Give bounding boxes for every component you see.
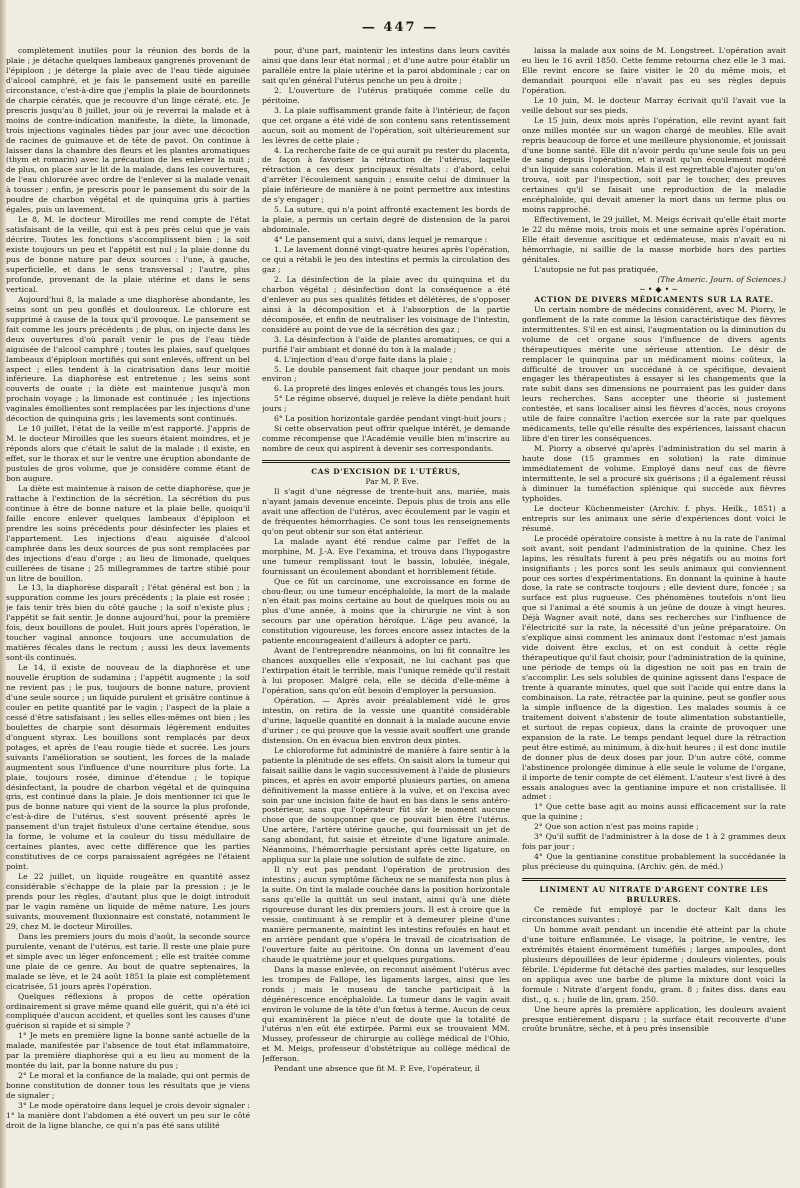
section-heading-liniment: LINIMENT AU NITRATE D'ARGENT CONTRE LES BRULURES. bbox=[539, 885, 769, 905]
col3-top-paragraphs bbox=[522, 46, 786, 275]
paragraph: 2° Le moral et la confiance de la malade, qui ont permis de bonne constitution de donner tous les résultats que je viens de signaler ; bbox=[6, 1071, 250, 1101]
section-rule-2 bbox=[522, 878, 786, 881]
paragraph: 4. La recherche faite de ce qui aurait pu rester du placenta, de façon à favoriser la rétraction de l'utérus, laquelle rétraction a ces deux principaux résultats : d'abord, celui d'arrêter l'écoulement sanguin ; ensuite celui de diminuer la plaie inférieure de manière à ne point permettre aux intestins de s'y engager ; bbox=[262, 145, 510, 205]
paragraph: 5° Le régime observé, duquel je relève la diète pendant huit jours ; bbox=[262, 394, 510, 414]
paragraph: Le chloroforme fut administré de manière à faire sentir à la patiente la plénitude de ses effets. On saisit alors la tumeur qui faisait saillie dans le vagin successivement à l'aide de plusieurs pinces, et après en avoir emporté plusieurs parties, on amena définitivement la masse entière à la vulve, et on l'excisa avec soin par une incision faite de haut en bas dans le sens antéro-postérieur, sans que l'opérateur fût sûr le moment aucune chose que de soupçonner que ce pouvait bien être l'utérus. Une artère, l'artère utérine gauche, qui fournissait un jet de sang abondant, fut saisie et étreinte d'une ligature animale. Néanmoins, l'hémorrhagie persistant après cette ligature, on appliqua sur la plaie une solution de sulfate de zinc. bbox=[262, 745, 510, 865]
source-citation: (The Americ. Journ. of Sciences.) bbox=[657, 274, 786, 284]
paragraph: Avant de l'entreprendre néanmoins, on lui fit connaître les chances auxquelles elle s'exposait, ne lui cachant pas que l'extirpation était le terrible, mais l'unique remède qu'il restait à lui proposer. Malgré cela, elle se décida d'elle-même à l'opération, sans qu'on eût besoin d'employer la persuasion. bbox=[262, 646, 510, 696]
paragraph: Le 22 juillet, un liquide rougeâtre en quantité assez considérable s'échappe de la plaie par la pression ; je le prends pour les règles, d'autant plus que le doigt introduit par le vagin ramène un liquide de même nature. Les jours suivants, mouvement fluxionnaire est constaté, notamment le 29, chez M. le docteur Miroilles. bbox=[6, 872, 250, 931]
paragraph: Le 8, M. le docteur Miroilles me rend compte de l'état satisfaisant de la veille, qui est à peu près celui que je vais décrire. Toutes les fonctions s'accomplissent bien ; la soif existe toujours un peu et l'appétit est nul ; la plaie donne du pus de bonne nature par deux sources : l'une, à gauche, superficielle, et dans le sens transversal ; l'autre, plus profonde, provenant de la plaie utérine et dans le sens vertical. bbox=[6, 215, 250, 294]
paragraph: 4. L'injection d'eau d'orge faite dans la plaie ; bbox=[274, 354, 453, 364]
paragraph: L'autopsie ne fut pas pratiquée, bbox=[534, 264, 659, 274]
col2-top-paragraphs bbox=[262, 46, 510, 454]
paragraph: 6. La propreté des linges enlevés et changés tous les jours. bbox=[274, 384, 505, 394]
col2-body-paragraphs bbox=[262, 487, 510, 1074]
section-heading-excision: CAS D'EXCISION DE L'UTÉRUS, bbox=[311, 467, 461, 477]
paragraph: Dans les premiers jours du mois d'août, la seconde source purulente, venant de l'utérus, est tarie. Il reste une plaie pure et simple avec un léger enfoncement ; elle est traitée comme une plaie de ce genre. Au bout de quatre septenaires, la malade se lève, et le 24 août 1851 la plaie est complètement cicatrisée, 51 jours après l'opération. bbox=[6, 931, 250, 991]
column-middle bbox=[262, 46, 510, 1176]
paragraph: Que ce fût un carcinome, une excroissance en forme de chou-fleur, ou une tumeur encéphaloïde, la mort de la malade n'en était pas moins certaine au bout de quelques mois ou au plus d'une année, à moins que la chirurgie ne vînt à son secours par une opération héroïque. L'âge peu avancé, la constitution vigoureuse, les forces encore assez intactes de la patiente encourageaient d'ailleurs à adopter ce parti. bbox=[262, 576, 510, 646]
paragraph: 1° Que cette base agit au moins aussi efficacement sur la rate que la quinine ; bbox=[522, 802, 786, 822]
paragraph: Le docteur Küchenmeister (Archiv. f. phys. Heilk., 1851) a entrepris sur les animaux une série d'expériences dont voici le résumé. bbox=[522, 503, 786, 533]
column-left bbox=[6, 46, 250, 1176]
paragraph: Le 14, il existe de nouveau de la diaphorèse et une nouvelle éruption de sudamina ; l'appétit augmente ; la soif ne revient pas ; le pus, toujours de bonne nature, provient d'une seule source ; un liquide purulent et grisâtre continue à couler en petite quantité par le vagin ; l'aspect de la plaie a cessé d'être satisfaisant ; les selles elles-mêmes ont bien ; les boulettes de charpie sont désormais légèrement enduites d'onguent styrax. Les bouillons sont remplacés par deux potages, et après de l'eau rougie tiède et sucrée. Les jours suivants l'amélioration se soutient, les forces de la malade augmentent sous l'influence d'une nourriture plus forte. La plaie, toujours rosée, diminue d'étendue ; le topique désinfectant, la poudre de charbon végétal et de quinquina gris, est continué dans la plaie. Je dois mentionner ici que le pus de bonne nature qui vient de la source la plus profonde, c'est-à-dire de l'utérus, s'est souvent présenté après le pansement d'un trajet fistuleux d'une certaine étendue, sous la forme, le volume et la couleur du tissu médullaire de certaines plantes, avec cette différence que les parties constitutives de ce corps paraissaient agrégées ne l'étaient point. bbox=[6, 663, 250, 872]
article-byline: Par M. P. Eve. bbox=[365, 477, 419, 487]
paragraph: 4° Que la gentianine constitue probablement la succédanée la plus précieuse du quinquina. (Archiv. gén. de méd.) bbox=[522, 852, 786, 872]
paragraph: Aujourd'hui 8, la malade a une diaphorèse abondante, les seins sont un peu gonflés et douloureux. Le chlorure est supprimé à cause de la toux qu'il provoque. Le pansement se fait comme les jours précédents ; de plus, on injecte dans les deux ouvertures d'où paraît venir le pus de l'eau tiède aiguisée de l'alcool camphré ; toutes les plaies, sauf quelques lambeaux d'épiploon mortifiés qui sont enlevés, offrent un bel aspect ; elles tendent à la cicatrisation dans leur moitié inférieure. La diaphorèse est entretenue ; les seins sont couverts de ouate ; la diète est maintenue jusqu'à mon prochain voyage ; la limonade est continuée ; les injections vaginales émollientes sont remplacées par les injections d'une décoction de quinquina gris ; les lavements sont continués. bbox=[6, 294, 250, 424]
page-number: — 447 — bbox=[361, 20, 439, 35]
paragraph: Un certain nombre de médecins considèrent, avec M. Piorry, le gonflement de la rate comme la lésion caractéristique des fièvres intermittentes. S'il en est ainsi, l'augmentation ou la diminution du volume de cet organe sous l'influence de divers agents thérapeutiques mérite une sérieuse attention. Le désir de remplacer le quinquina par un médicament moins coûteux, la difficulté de trouver un succédané à ce spécifique, devaient engager les thérapeutistes à essayer si les changements que la rate subit dans ses dimensions ne pourraient pas les guider dans leurs recherches. Sans accepter une théorie si justement contestée, et sans localiser ainsi les fièvres d'accès, nous croyons utile de faire connaître l'action exercée sur la rate par quelques médicaments, telle qu'elle résulte des expériences, laissant chacun libre d'en tirer les conséquences. bbox=[522, 304, 786, 444]
col3-body-paragraphs bbox=[522, 305, 786, 872]
section-ornament: ─•◆•─ bbox=[639, 284, 681, 294]
paragraph: 1° Je mets en première ligne la bonne santé actuelle de la malade, manifestée par l'absence de tout état inflammatoire, par la première diaphorèse qui a eu lieu au moment de la montée du lait, par la bonne nature du pus ; bbox=[6, 1031, 250, 1071]
paragraph: Effectivement, le 29 juillet, M. Meigs écrivait qu'elle était morte le 22 du même mois, trois mois et une semaine après l'opération. Elle était devenue ascitique et œdémateuse, mais n'avait eu ni hémorrhagie, ni saillie de la masse morbide hors des parties génitales. bbox=[522, 215, 786, 265]
paragraph: 3. La désinfection à l'aide de plantes aromatiques, ce qui a purifié l'air ambiant et donné du ton à la malade ; bbox=[262, 334, 510, 354]
paragraph: 3° Qu'il suffit de l'administrer à la dose de 1 à 2 grammes deux fois par jour ; bbox=[522, 832, 786, 852]
paragraph: 2. L'ouverture de l'utérus pratiquée comme celle du péritoine. bbox=[262, 85, 510, 105]
paragraph: Le 13, la diaphorèse disparaît ; l'état général est bon ; la suppuration comme les jours précédents ; la plaie est rosée ; je fais tenir très bien du côté gauche ; la soif n'existe plus ; l'appétit se fait sentir. Je donne aujourd'hui, pour la première fois, deux bouillons de poulet. Huit jours après l'opération, le toucher vaginal annonce toujours une accumulation de matières fécales dans le rectum ; aussi les deux lavements sont-ils continués. bbox=[6, 583, 250, 663]
paragraph: complètement inutiles pour la réunion des bords de la plaie ; je détache quelques lambeaux gangrenés provenant de l'épiploon ; je déterge la plaie avec de l'eau tiède aiguisée d'alcool camphré, et je fais le pansement usité en pareille circonstance, c'est-à-dire que j'emplis la plaie de bourdonnets de charpie cératés, que je recouvre d'un linge cératé, etc. Je prescris jusqu'au 8 juillet, jour où je reverrai la malade et à moins de contre-indication manifeste, la diète, la limonade, trois injections vaginales tièdes par jour avec une décoction de racines de guimauve et de tête de pavot. On continue à laisser dans la chambre des fleurs et les plantes aromatiques (thym et romarin) avec la précaution de les enlever la nuit ; de plus, on place sur le lit de la malade, dans les couvertures, de l'eau chlorurée avec ordre de l'enlever si la malade venait à tousser ; enfin, je prescris pour le pansement du soir de la poudre de charbon végétal et de quinquina gris à parties égales, puis un lavement. bbox=[6, 46, 250, 215]
paragraph: Il n'y eut pas pendant l'opération de protrusion des intestins ; aucun symptôme fâcheux ne se manifesta non plus à la suite. On tint la malade couchée dans la position horizontale sans qu'elle la quittât un seul instant, ainsi qu'à une diète rigoureuse durant les dix premiers jours. Il est à croire que la vessie, continuant à se remplir et à demeurer pleine d'une manière permanente, maintint les intestins refoulés en haut et en arrière pendant que s'opéra le travail de cicatrisation de l'ouverture faite au péritoine. On donna un lavement d'eau chaude le quatrième jour et quelques purgations. bbox=[262, 865, 510, 964]
paragraph: Il s'agit d'une négresse de trente-huit ans, mariée, mais n'ayant jamais devenue enceinte. Depuis plus de trois ans elle avait une affection de l'utérus, avec écoulement par le vagin et de fréquentes hémorrhagies. Ce sont tous les renseignements qu'on peut obtenir sur son état antérieur. bbox=[262, 486, 510, 536]
paragraph: Un homme avait pendant un incendie été atteint par la chute d'une toiture enflammée. Le visage, la poitrine, le ventre, les extrémités étaient énormément tuméfiés ; larges ampoules, dont plusieurs dépouillées de leur épiderme ; douleurs violentes, pouls fébrile. L'épiderme fut détaché des parties malades, sur lesquelles on appliqua avec une barbe de plume la mixture dont voici la formule : Nitrate d'argent fondu, gram. 8 ; faites diss. dans eau dist., q. s. ; huile de lin, gram. 250. bbox=[522, 924, 786, 1004]
paragraph: 2. La désinfection de la plaie avec du quinquina et du charbon végétal ; désinfection dont la conséquence a été d'enlever au pus ses qualités fétides et délétères, de s'opposer ainsi à la décomposition et à l'absorption de la partie décomposée, et enfin de neutraliser les voisinage de l'intestin, considéré au point de vue de la sécrétion des gaz ; bbox=[262, 274, 510, 334]
paragraph: Ce remède fut employé par le docteur Kalt dans les circonstances suivantes : bbox=[522, 905, 786, 924]
paragraph: Quelques réflexions à propos de cette opération ordinairement si grave même quand elle guérit, qui n'a été ici compliquée d'aucun accident, et quelles sont les causes d'une guérison si rapide et si simple ? bbox=[6, 991, 250, 1031]
col3-body2-paragraphs bbox=[522, 905, 786, 1034]
section-heading-rate: ACTION DE DIVERS MÉDICAMENTS SUR LA RATE. bbox=[534, 294, 774, 304]
paragraph: 3. La plaie suffisamment grande faite à l'intérieur, de façon que cet organe a été vidé de son contenu sans retentissement aucun, soit au moment de l'opération, soit ultérieurement sur les lèvres de cette plaie ; bbox=[262, 105, 510, 145]
paragraph: Le 15 juin, deux mois après l'opération, elle revint ayant fait onze milles montée sur un wagon chargé de meubles. Elle avait repris beaucoup de force et une meilleure physionomie, et jouissait d'une bonne santé. Elle dit n'avoir perdu qu'une seule fois un peu de sang depuis l'opération, et n'avait qu'un écoulement modéré d'un liquide sans coloration. Mais il est regrettable d'ajouter qu'on trouva, soit par l'inspection, soit par le toucher, des preuves certaines qu'il se faisait une reproduction de la maladie encéphaloïde, qui devait amener la mort dans un terme plus ou moins rapproché. bbox=[522, 115, 786, 215]
paragraph: Le procédé opératoire consiste à mettre à nu la rate de l'animal soit avant, soit pendant l'administration de la quinine. Chez les lapins, les résultats furent à peu près négatifs ou au moins fort insignifiants ; les porcs sont les seuls animaux qui conviennent pour ces sortes d'expérimentations. En donnant la quinine à haute dose, la rate se contracte toujours ; elle devient dure, foncée ; sa surface est plus rugueuse. Ces phénomènes toutefois n'ont lieu que si l'animal a été soumis à un jeûne de douze à vingt heures. Déjà Wagner avait noté, dans ses recherches sur l'influence de l'électricité sur la rate, la nécessité d'un jeûne préparatoire. On s'explique ainsi comment les animaux dont l'estomac n'est jamais vide doivent être exclus, et on est conduit à cette règle thérapeutique qu'il faut choisir, pour l'administration de la quinine, une période de temps où la digestion ne soit pas en train de s'accomplir. Les sels solubles de quinine agissent dans l'espace de trente à quarante minutes, quel que soit l'acide qui entre dans la combinaison. La rate, rétractée par la quinine, peut se gonfler sous la simple influence de la digestion. Les malades soumis à ce traitement doivent s'abstenir de toute alimentation substantielle, et surtout de repas copieux, dans la crainte de provoquer une expansion de la rate. Le temps pendant lequel dure la rétraction peut être estimé, au minimum, à dix-huit heures ; il est donc inutile de donner plus de deux doses par jour. D'un autre côté, comme l'abstinence prolongée diminue à elle seule le volume de l'organe, il importe de tenir compte de cet élément. L'auteur s'est livré à des essais analogues avec la gentianine impure et non cristallisée. Il admet : bbox=[522, 533, 786, 802]
paragraph: 1. Le lavement donné vingt-quatre heures après l'opération, ce qui a rétabli le jeu des intestins et permis la circulation des gaz ; bbox=[262, 245, 510, 274]
paragraph: 2° Que son action n'est pas moins rapide ; bbox=[534, 822, 699, 832]
paragraph: La diète est maintenue à raison de cette diaphorèse, que je rattache à l'extinction de la sécrétion. La sécrétion du pus continue à être de bonne nature et la plaie belle, quoiqu'il faille encore enlever quelques lambeaux d'épiploon et prendre les soins précédents pour désinfecter les plaies et l'appartement. Les injections d'eau aiguisée d'alcool camphrée dans les deux sources de pus sont remplacées par des injections d'eau d'orge ; au lieu de limonade, quelques cuillerées de tisane ; 25 millegrammes de tartre stibié pour un litre de bouillon. bbox=[6, 483, 250, 583]
paragraph: M. Piorry a observé qu'après l'administration du sel marin à haute dose (15 grammes en solution) la rate diminue immédiatement de volume. Employé dans neuf cas de fièvre intermittente, le sel a procuré six guérisons ; il a également réussi à diminuer la tuméfaction splénique qui succède aux fièvres typhoïdes. bbox=[522, 444, 786, 503]
paragraph: Une heure après la première application, les douleurs avaient presque entièrement disparu ; la surface était recouverte d'une croûte brunâtre, sèche, et à peu près insensible bbox=[522, 1004, 786, 1034]
paragraph: pour, d'une part, maintenir les intestins dans leurs cavités ainsi que dans leur état normal ; et d'une autre pour établir un parallèle entre la plaie utérine et la paroi abdominale ; car on sait qu'en général l'utérus penche un peu à droite ; bbox=[262, 46, 510, 85]
paragraph: 4° Le pansement qui a suivi, dans lequel je remarque : bbox=[274, 235, 488, 245]
paragraph: Opération. — Après avoir préalablement vidé le gros intestin, on retira de la vessie une quantité considérable d'urine, laquelle quantité en donnait à la malade aucune envie d'uriner ; ce qui prouve que la vessie avait souffert une grande distension. On en évacua bien environ deux pintes. bbox=[262, 696, 510, 745]
paragraph: Le 10 juin, M. le docteur Marray écrivait qu'il l'avait vue la veille debout sur ses pieds. bbox=[522, 95, 786, 115]
paragraph: Dans la masse enlevée, on reconnut aisément l'utérus avec les trompes de Fallope, les ligaments larges, ainsi que les ronds ; mais le museau de tanche participait à la dégénérescence encéphaloïde. La tumeur dans le vagin avait environ le volume de la tête d'un fœtus à terme. Aucun de ceux qui examinèrent la pièce n'eut de doute que la totalité de l'utérus n'en eût été extirpée. Parmi eux se trouvaient MM. Mussey, professeur de chirurgie au collège médical de l'Ohio, et M. Meigs, professeur d'obstétrique au collège médical de Jefferson. bbox=[262, 964, 510, 1064]
paragraph: La malade ayant été rendue calme par l'effet de la morphine, M. J.-A. Eve l'examina, et trouva dans l'hypogastre une tumeur remplissant tout le bassin, lobulée, inégale, fournissant un écoulement abondant et horriblement fétide. bbox=[262, 536, 510, 576]
paragraph: 5. La suture, qui n'a point affronté exactement les bords de la plaie, a permis un certain degré de distension de la paroi abdominale. bbox=[262, 205, 510, 235]
paragraph: 6° La position horizontale gardée pendant vingt-huit jours ; bbox=[274, 414, 507, 424]
paragraph: 5. Le double pansement fait chaque jour pendant un mois environ ; bbox=[262, 364, 510, 384]
paragraph: Le 10 juillet, l'état de la veille m'est rapporté. J'appris de M. le docteur Miroilles que les sueurs étaient moindres, et je réponds alors que c'était le salut de la malade ; il existe, en effet, sur le thorax et sur le ventre une éruption abondante de pustules de gros volume, que je considère comme étant de bon augure. bbox=[6, 424, 250, 483]
column-right bbox=[522, 46, 786, 1176]
section-rule bbox=[262, 460, 510, 463]
paragraph: laissa la malade aux soins de M. Longstreet. L'opération avait eu lieu le 16 avril 1850. Cette femme retourna chez elle le 3 mai. Elle revint encore se faire visiter le 20 du même mois, et demandait pourquoi elle n'avait pas eu ses règles depuis l'opération. bbox=[522, 46, 786, 95]
col1-paragraphs bbox=[6, 46, 250, 1131]
paragraph: Si cette observation peut offrir quelque intérêt, je demande comme récompense que l'Académie veuille bien m'inscrire au nombre de ceux qui aspirent à devenir ses correspondants. bbox=[262, 424, 510, 454]
paragraph: 3° Le mode opératoire dans lequel je crois devoir signaler : 1° la manière dont l'abdomen a été ouvert un peu sur le côté droit de la ligne blanche, ce qui n'a pas été sans utilité bbox=[6, 1101, 250, 1130]
paragraph: Pendant une absence que fit M. P. Eve, l'opérateur, il bbox=[274, 1064, 480, 1074]
